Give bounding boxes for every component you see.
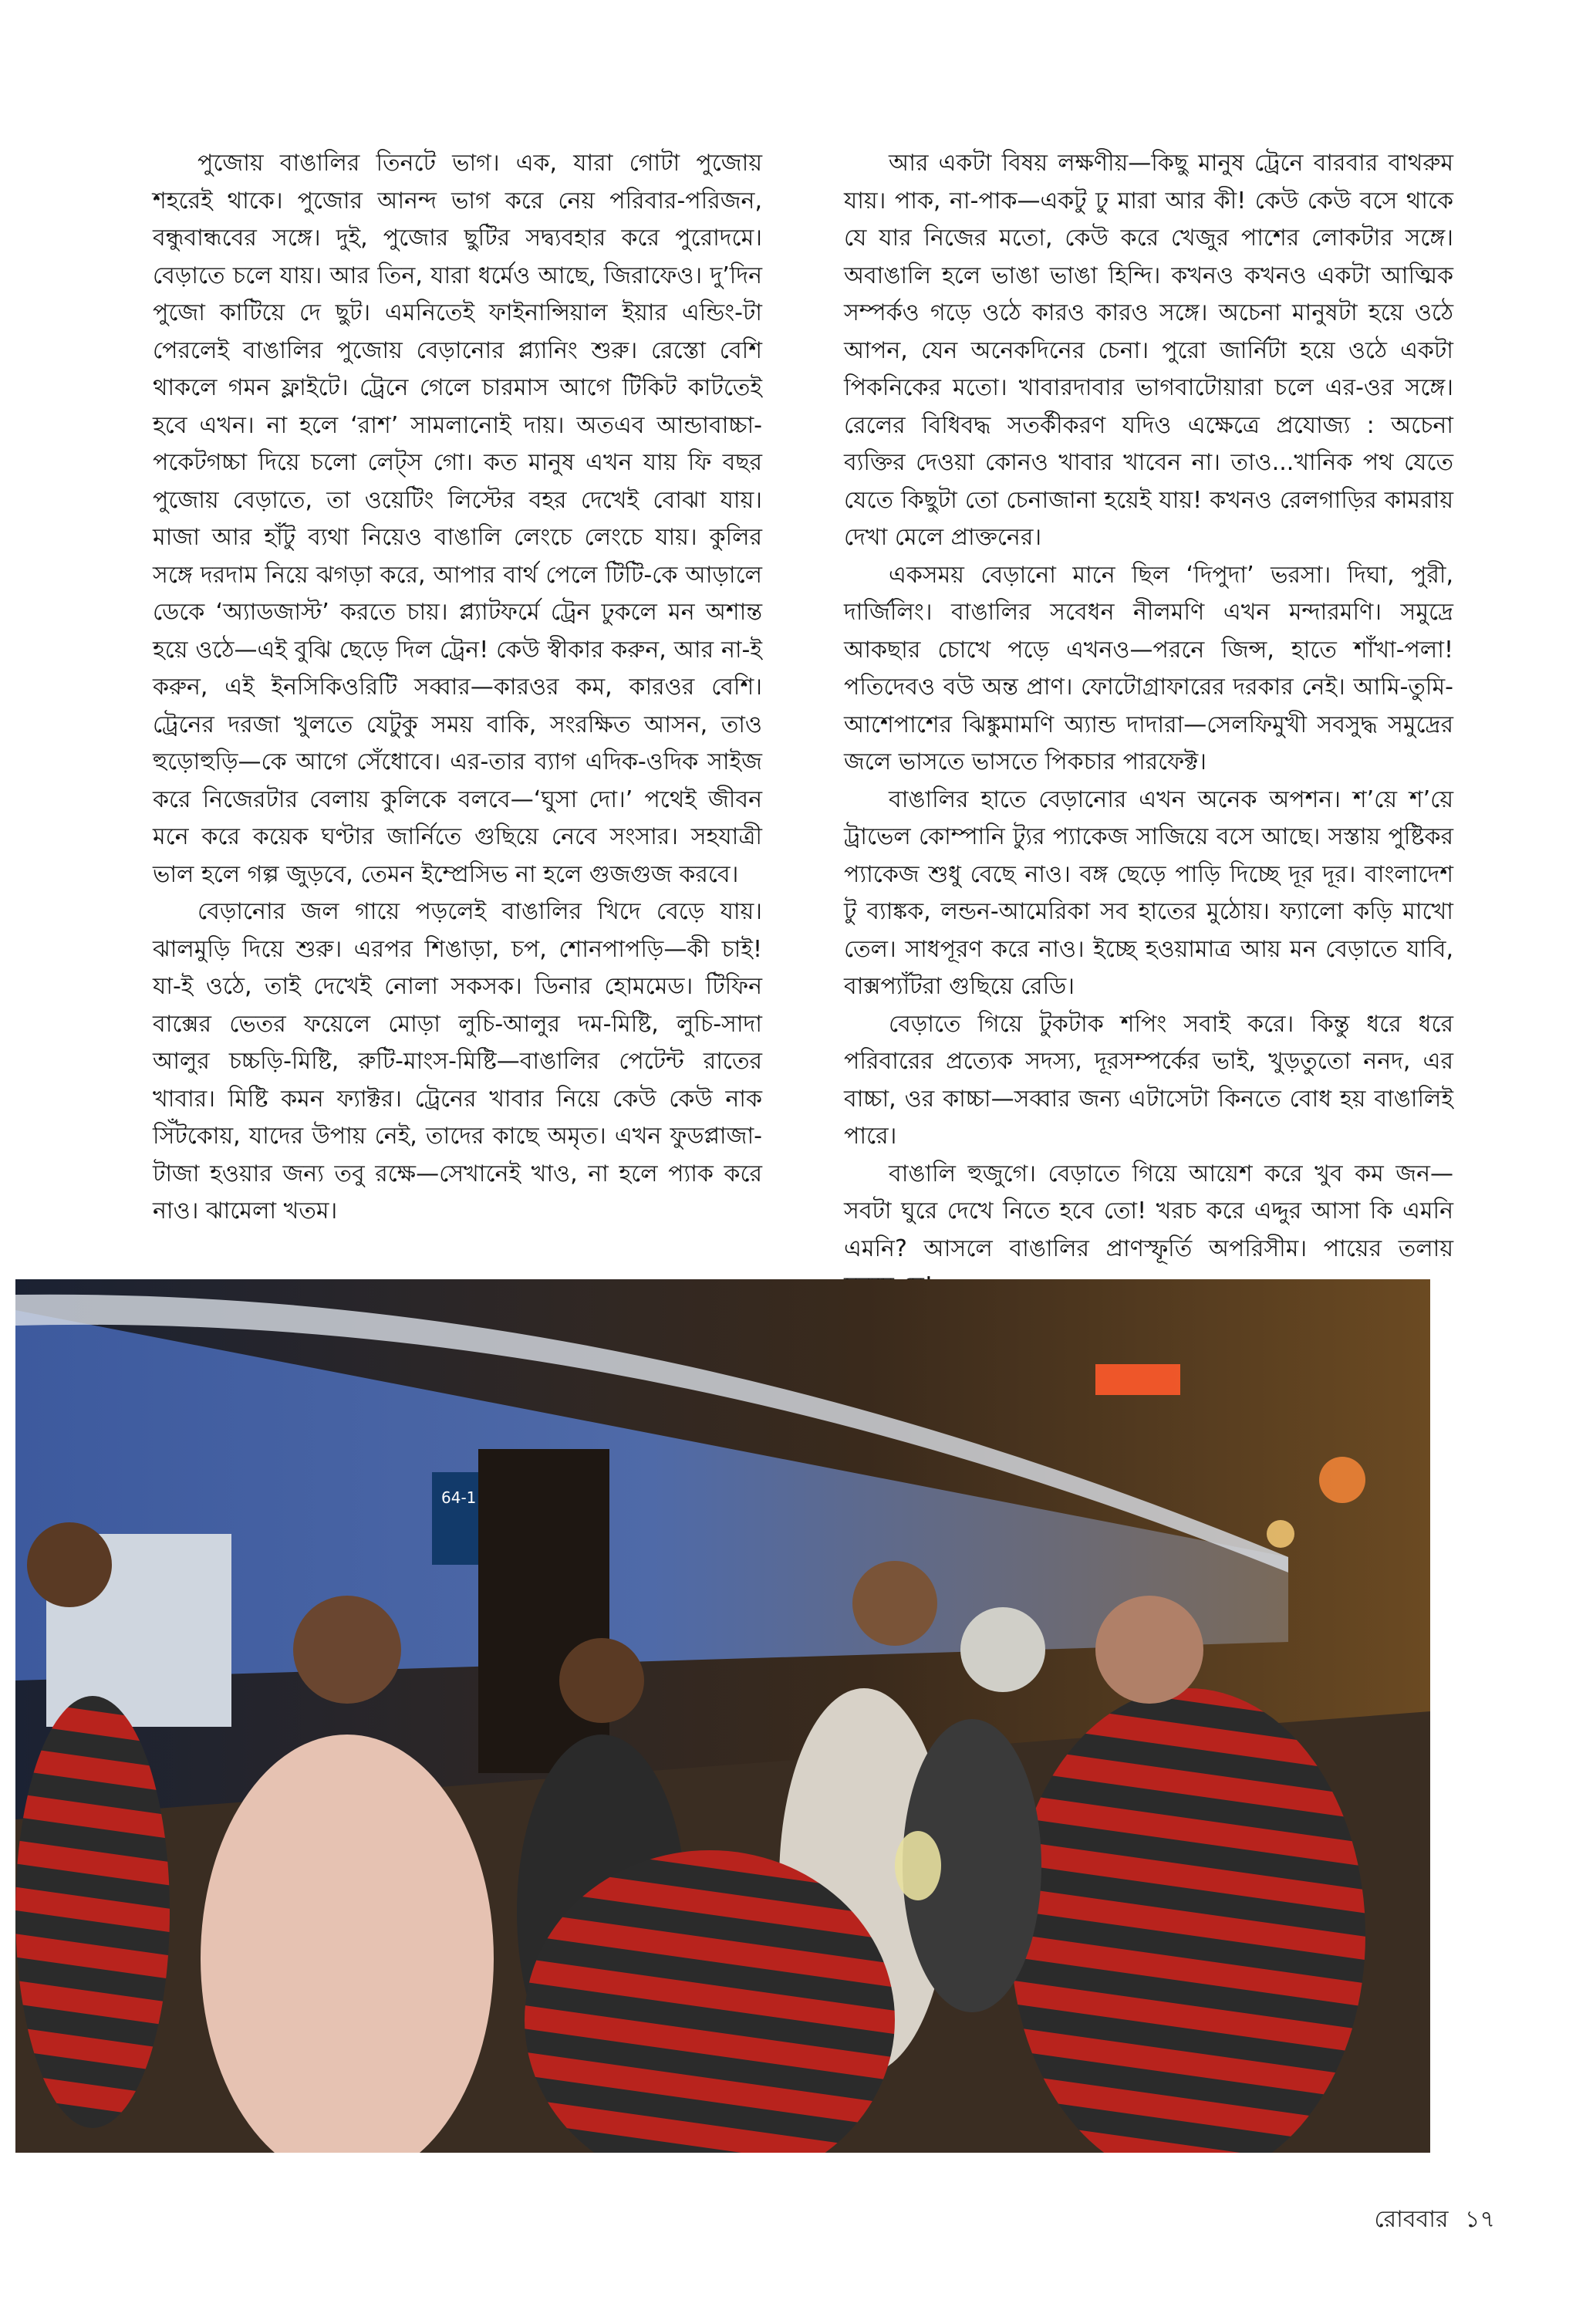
paragraph: আর একটা বিষয় লক্ষণীয়—কিছু মানুষ ট্রেনে বারবার বাথরুম যায়। পাক, না-পাক—একটু ঢু মারা আর কী! কেউ কেউ বসে থাকে যে যার নিজের মতো, কেউ করে খেজুর পাশের লোকটার সঙ্গে। অবাঙালি হলে ভাঙা ভাঙা হিন্দি। কখনও কখনও একটা আত্মিক সম্পর্কও গড়ে ওঠে কারও কারও সঙ্গে। অচেনা মানুষটা হয়ে ওঠে আপন, যেন অনেকদিনের চেনা। পুরো জার্নিটা হয়ে ওঠে একটা পিকনিকের মতো। খাবারদাবার ভাগবাটোয়ারা চলে এর-ওর সঙ্গে। রেলের বিধিবদ্ধ সতর্কীকরণ যদিও এক্ষেত্রে প্রযোজ্য : অচেনা ব্যক্তির দেওয়া কোনও খাবার খাবেন না। তাও...খানিক পথ যেতে যেতে কিছুটা তো চেনাজানা হয়েই যায়! কখনও রেলগাড়ির কামরায় দেখা মেলে প্রাক্তনের। xyxy=(844,150,1453,551)
coach-number-label: 64-1 xyxy=(441,1488,477,1507)
article-column-left xyxy=(153,145,762,1231)
passenger xyxy=(15,1696,170,2128)
paragraph: বেড়ানোর জল গায়ে পড়লেই বাঙালির খিদে বেড়ে যায়। ঝালমুড়ি দিয়ে শুরু। এরপর শিঙাড়া, চপ, শোনপাপড়ি—কী চাই! যা-ই ওঠে, তাই দেখেই নোলা সকসক। ডিনার হোমমেড। টিফিন বাক্সের ভেতর ফয়েলে মোড়া লুচি-আলুর দম-মিষ্টি, লুচি-সাদা আলুর চচ্চড়ি-মিষ্টি, রুটি-মাংস-মিষ্টি—বাঙালির পেটেন্ট রাতের খাবার। মিষ্টি কমন ফ্যাক্টর। ট্রেনের খাবার নিয়ে কেউ কেউ নাক সিঁটকোয়, যাদের উপায় নেই, তাদের কাছে অমৃত। এখন ফুডপ্লাজা-টাজা হওয়ার জন্য তবু রক্ষে—সেখানেই খাও, না হলে প্যাক করে নাও। ঝামেলা খতম। xyxy=(153,898,762,1224)
paragraph: বাঙালির হাতে বেড়ানোর এখন অনেক অপশন। শ’য়ে শ’য়ে ট্রাভেল কোম্পানি ট্যুর প্যাকেজ সাজিয়ে বসে আছে। সস্তায় পুষ্টিকর প্যাকেজ শুধু বেছে নাও। বঙ্গ ছেড়ে পাড়ি দিচ্ছে দূর দূর। বাংলাদেশ টু ব্যাঙ্কক, লন্ডন-আমেরিকা সব হাতের মুঠোয়। ফ্যালো কড়ি মাখো তেল। সাধপূরণ করে নাও। ইচ্ছে হওয়ামাত্র আয় মন বেড়াতে যাবি, বাক্সপ্যাঁটরা গুছিয়ে রেডি। xyxy=(844,785,1453,1000)
coach-door xyxy=(478,1449,609,1773)
platform-crowd-photo xyxy=(15,1279,1430,2153)
paragraph: একসময় বেড়ানো মানে ছিল ‘দিপুদা’ ভরসা। দিঘা, পুরী, দার্জিলিং। বাঙালির সবেধন নীলমণি এখন মন্দারমণি। সমুদ্রে আকছার চোখে পড়ে এখনও—পরনে জিন্স, হাতে শাঁখা-পলা! পতিদেবও বউ অন্ত প্রাণ। ফোটোগ্রাফারের দরকার নেই। আমি-তুমি-আশেপাশের ঝিঙ্কুমামণি অ্যান্ড দাদারা—সেলফিমুখী সবসুদ্ধ সমুদ্রের জলে ভাসতে ভাসতে পিকচার পারফেক্ট। xyxy=(844,561,1453,775)
article-column-right xyxy=(844,145,1453,1306)
paragraph: পুজোয় বাঙালির তিনটে ভাগ। এক, যারা গোটা পুজোয় শহরেই থাকে। পুজোর আনন্দ ভাগ করে নেয় পরিবার-পরিজন, বন্ধুবান্ধবের সঙ্গে। দুই, পুজোর ছুটির সদ্ব্যবহার করে পুরোদমে। বেড়াতে চলে যায়। আর তিন, যারা ধর্মেও আছে, জিরাফেও। দু’দিন পুজো কাটিয়ে দে ছুট। এমনিতেই ফাইনান্সিয়াল ইয়ার এন্ডিং-টা পেরলেই বাঙালির পুজোয় বেড়ানোর প্ল্যানিং শুরু। রেস্তো বেশি থাকলে গমন ফ্লাইটে। ট্রেনে গেলে চারমাস আগে টিকিট কাটতেই হবে এখন। না হলে ‘রাশ’ সামলানোই দায়। অতএব আন্ডাবাচ্চা-পকেটগচ্চা দিয়ে চলো লেট্স গো। কত মানুষ এখন যায় ফি বছর পুজোয় বেড়াতে, তা ওয়েটিং লিস্টের বহর দেখেই বোঝা যায়। মাজা আর হাঁটু ব্যথা নিয়েও বাঙালি লেংচে লেংচে যায়। কুলির সঙ্গে দরদাম নিয়ে ঝগড়া করে, আপার বার্থ পেলে টিটি-কে আড়ালে ডেকে ‘অ্যাডজাস্ট’ করতে চায়। প্ল্যাটফর্মে ট্রেন ঢুকলে মন অশান্ত হয়ে ওঠে—এই বুঝি ছেড়ে দিল ট্রেন! কেউ স্বীকার করুন, আর না-ই করুন, এই ইনসিকিওরিটি সব্বার—কারওর কম, কারওর বেশি। ট্রেনের দরজা খুলতে যেটুকু সময় বাকি, সংরক্ষিত আসন, তাও হুড়োহুড়ি—কে আগে সেঁধোবে। এর-তার ব্যাগ এদিক-ওদিক সাইজ করে নিজেরটার বেলায় কুলিকে বলবে—‘ঘুসা দো।’ পথেই জীবন মনে করে কয়েক ঘণ্টার জার্নিতে গুছিয়ে নেবে সংসার। সহযাত্রী ভাল হলে গল্প জুড়বে, তেমন ইম্প্রেসিভ না হলে গুজগুজ করবে। xyxy=(153,150,762,888)
carry-bag xyxy=(895,1831,941,1900)
page-number: ১৭ xyxy=(1465,2206,1495,2233)
magazine-name: রোববার xyxy=(1374,2206,1449,2233)
paragraph: বাঙালি হুজুগে। বেড়াতে গিয়ে আয়েশ করে খুব কম জন—সবটা ঘুরে দেখে নিতে হবে তো! খরচ করে এদ্দুর আসা কি এমনি এমনি? আসলে বাঙালির প্রাণস্ফূর্তি অপরিসীম। পায়ের তলায় xyxy=(844,1160,1453,1262)
photo-illustration xyxy=(15,1279,1430,2153)
page-footer xyxy=(1374,2201,1495,2240)
paragraph: বেড়াতে গিয়ে টুকটাক শপিং সবাই করে। কিন্তু ধরে ধরে পরিবারের প্রত্যেক সদস্য, দূরসম্পর্কের ভাই, খুড়তুতো ননদ, এর বাচ্চা, ওর কাচ্চা—সব্বার জন্য এটাসেটা কিনতে বোধ হয় বাঙালিই পারে। xyxy=(844,1010,1453,1150)
